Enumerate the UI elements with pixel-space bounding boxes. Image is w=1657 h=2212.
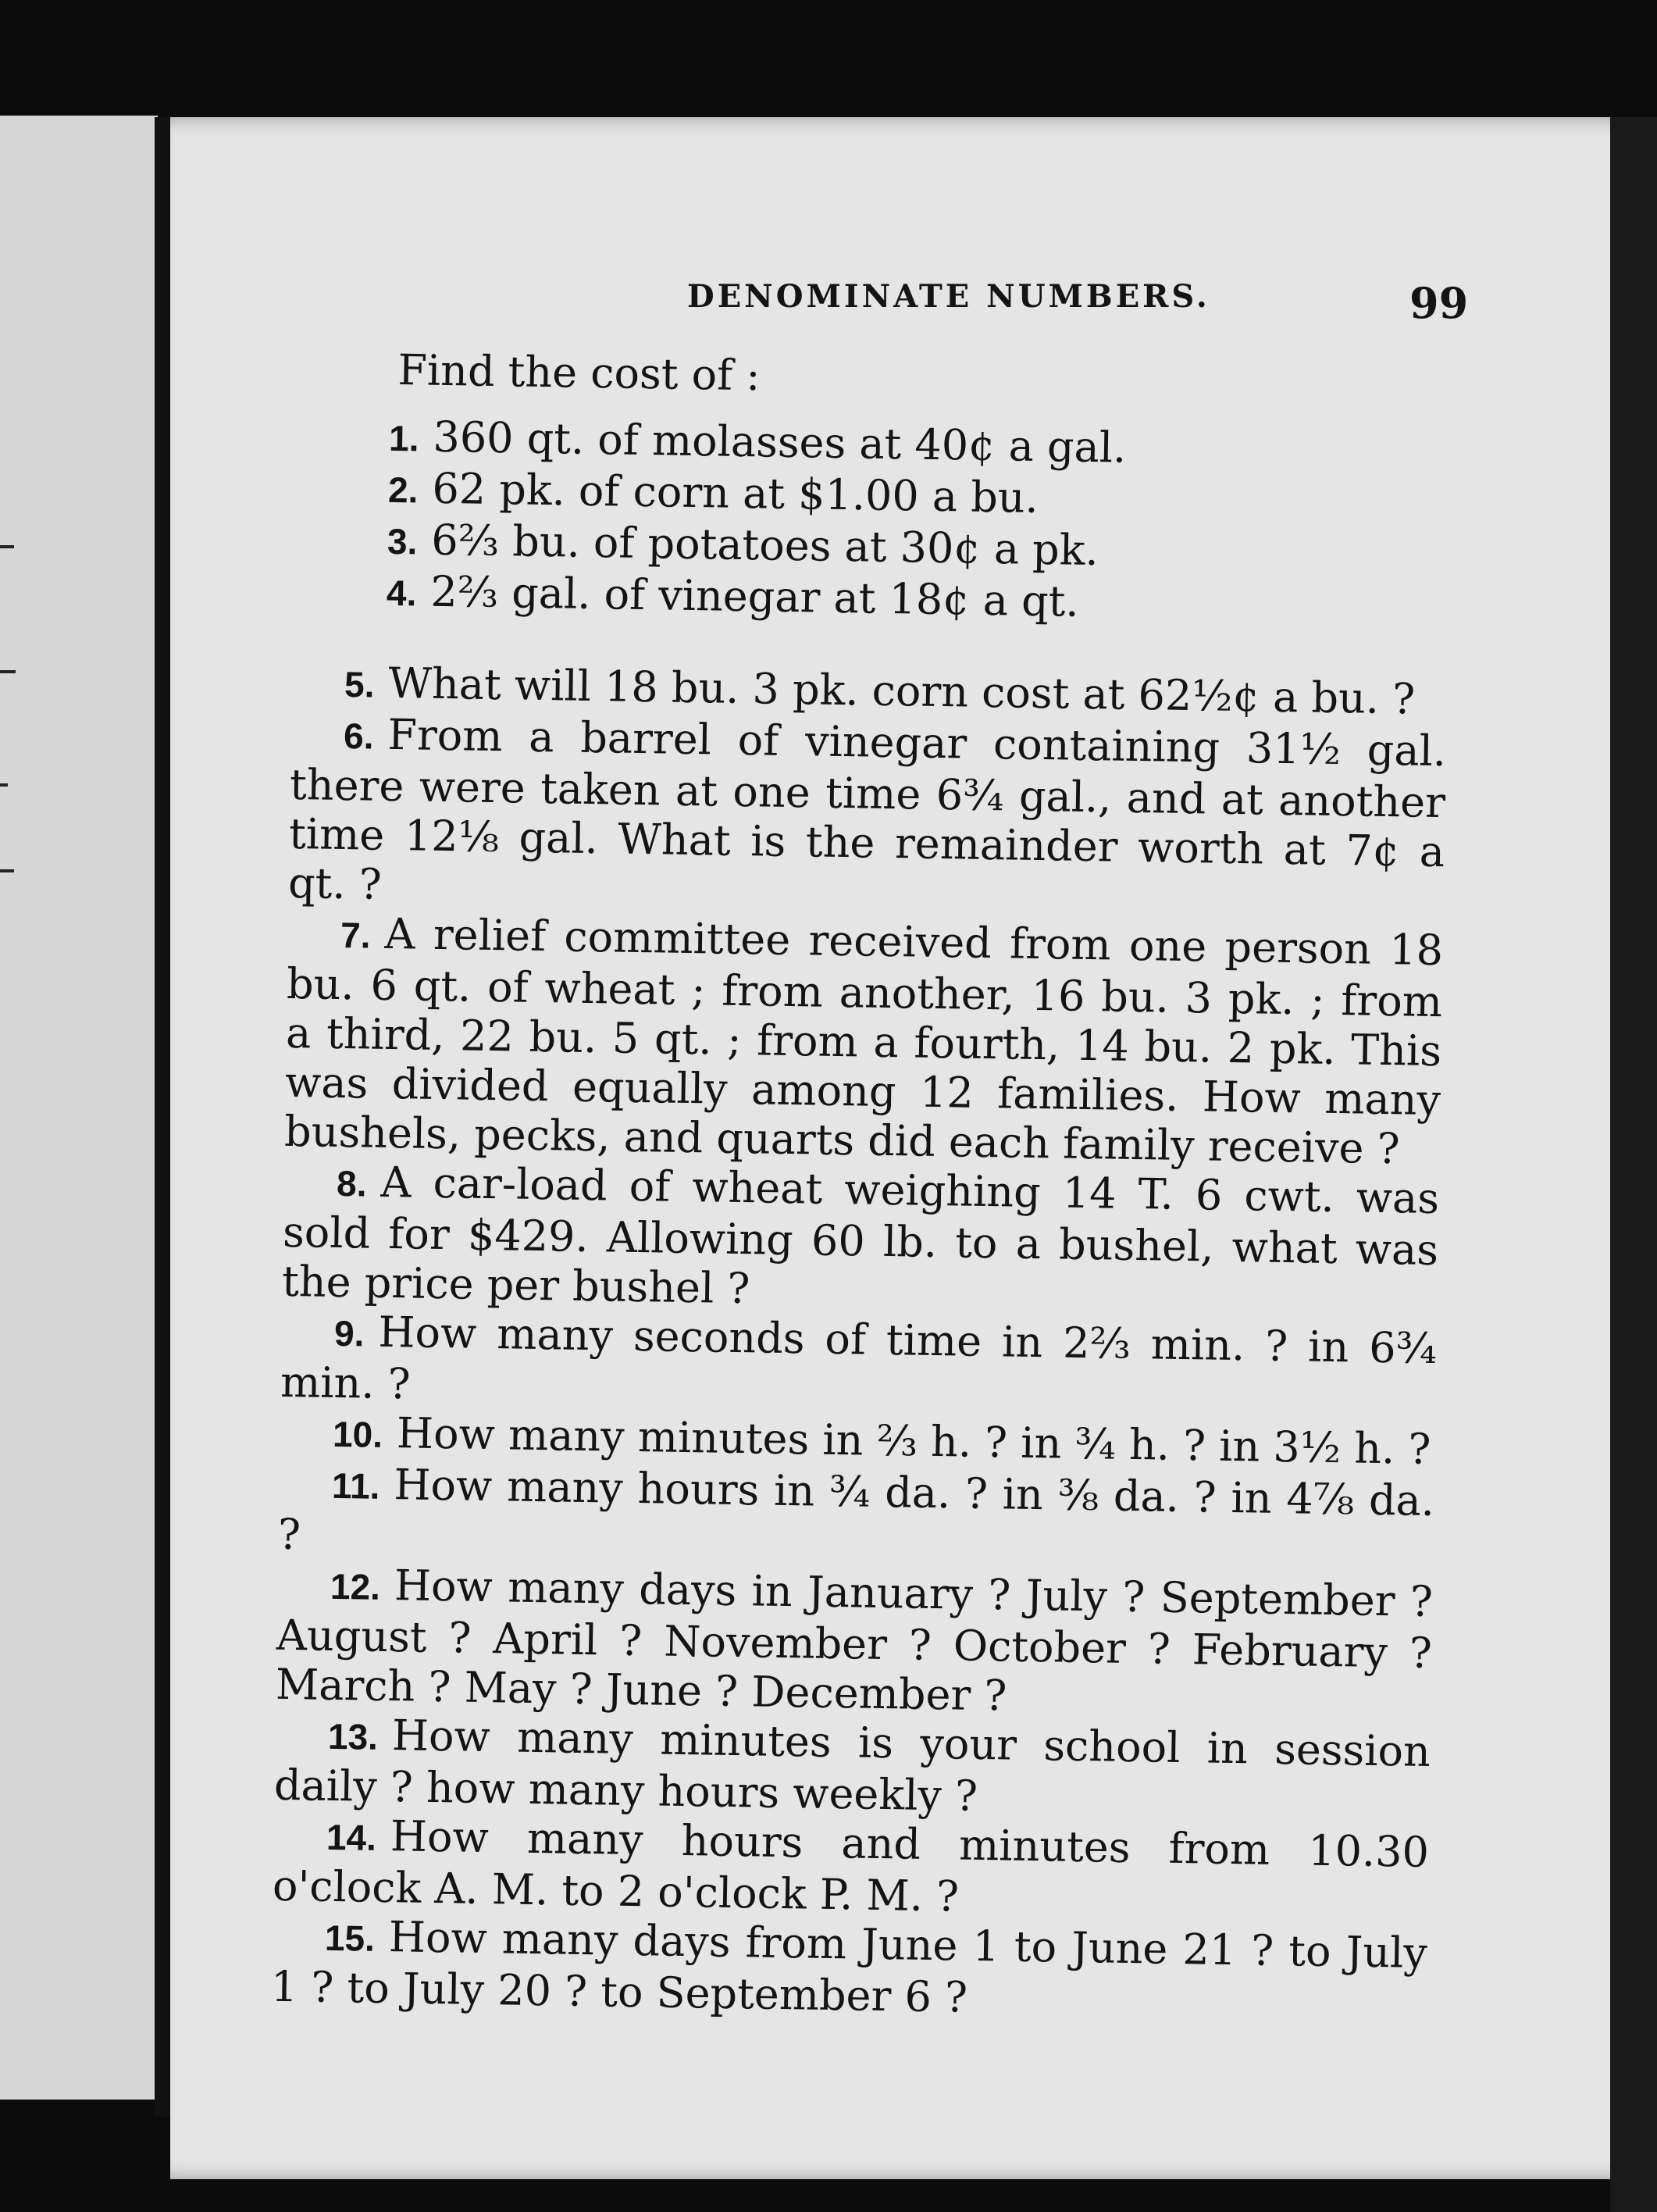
exercise-item bbox=[278, 1458, 1435, 1577]
exercise-text: 2⅔ gal. of vinegar at 18¢ a qt. bbox=[429, 566, 1080, 626]
exercise-content bbox=[270, 344, 1452, 2029]
facing-page-mark bbox=[0, 783, 8, 787]
exercise-text: From a barrel of vinegar containing 31½ gal. there were taken at one time 6¾ gal., and at another time 12⅛ gal. What is the remainder worth at 7¢ a qt. ? bbox=[287, 709, 1447, 909]
book-spine bbox=[155, 117, 172, 2117]
exercise-text: How many hours in ¾ da. ? in ⅜ da. ? in 4⅞ da. ? bbox=[277, 1460, 1435, 1560]
exercise-number: 4. bbox=[386, 572, 417, 614]
word-problem-list bbox=[270, 657, 1447, 2029]
exercise-text: How many hours and minutes from 10.30 o'clock A. M. to 2 o'clock P. M. ? bbox=[272, 1811, 1430, 1921]
exercise-text: 62 pk. of corn at $1.00 a bu. bbox=[431, 463, 1039, 523]
exercise-number: 13. bbox=[327, 1715, 379, 1757]
exercise-item bbox=[274, 1709, 1431, 1828]
exercise-text: How many minutes in ⅔ h. ? in ¾ h. ? in 3½ h. ? bbox=[396, 1408, 1431, 1474]
exercise-text: 360 qt. of molasses at 40¢ a gal. bbox=[433, 412, 1127, 473]
exercise-item bbox=[272, 1810, 1429, 1928]
exercise-text: How many seconds of time in 2⅔ min. ? in 6¾ min. ? bbox=[280, 1307, 1438, 1409]
exercise-text: What will 18 bu. 3 pk. corn cost at 62½¢ a bu. ? bbox=[388, 658, 1416, 724]
exercise-number: 10. bbox=[332, 1413, 383, 1455]
exercise-number: 3. bbox=[387, 520, 418, 562]
exercise-number: 6. bbox=[343, 715, 374, 757]
exercise-item bbox=[270, 1911, 1427, 2029]
running-head: DENOMINATE NUMBERS. bbox=[687, 278, 1210, 315]
exercise-number: 9. bbox=[333, 1312, 365, 1354]
cost-exercise-list bbox=[293, 410, 1452, 634]
facing-page-mark bbox=[0, 670, 16, 673]
facing-page-mark bbox=[0, 869, 14, 872]
exercise-number: 2. bbox=[387, 469, 419, 511]
exercise-item bbox=[282, 1156, 1440, 1324]
exercise-item bbox=[276, 1559, 1434, 1727]
facing-page bbox=[0, 116, 158, 2100]
exercise-text: A relief committee received from one person 18 bu. 6 qt. of wheat ; from another, 16 bu. 3 pk. ; from a third, 22 bu. 5 qt. ; from a fourth, 14 bu. 2 pk. This was divided equally among 12 families. How many bushels, pecks, and quarts did each family receive ? bbox=[283, 908, 1444, 1174]
exercise-text: A car-load of wheat weighing 14 T. 6 cwt. was sold for $429. Allowing 60 lb. to a bushel, what was the price per bushel ? bbox=[281, 1157, 1440, 1314]
exercise-text: How many days in January ? July ? September ? August ? April ? November ? October ? February ? March ? May ? June ? December ? bbox=[275, 1561, 1434, 1721]
exercise-text: How many minutes is your school in session daily ? how many hours weekly ? bbox=[273, 1711, 1431, 1821]
exercise-number: 7. bbox=[340, 914, 371, 956]
exercise-item bbox=[284, 908, 1444, 1174]
exercise-number: 8. bbox=[336, 1162, 367, 1204]
exercise-item bbox=[280, 1306, 1438, 1425]
intro-text: Find the cost of : bbox=[397, 345, 761, 401]
page-number: 99 bbox=[1409, 278, 1469, 328]
exercise-number: 14. bbox=[326, 1816, 377, 1858]
facing-page-mark bbox=[0, 545, 14, 548]
exercise-text: 6⅔ bu. of potatoes at 30¢ a pk. bbox=[430, 515, 1099, 576]
page-edge bbox=[1610, 117, 1657, 2212]
exercise-number: 15. bbox=[324, 1917, 376, 1959]
exercise-item bbox=[288, 708, 1447, 926]
exercise-text: How many days from June 1 to June 21 ? to July 1 ? to July 20 ? to September 6 ? bbox=[270, 1912, 1428, 2022]
exercise-number: 1. bbox=[388, 417, 419, 459]
exercise-number: 12. bbox=[330, 1565, 381, 1607]
exercise-number: 5. bbox=[344, 664, 375, 705]
exercise-number: 11. bbox=[331, 1465, 380, 1507]
